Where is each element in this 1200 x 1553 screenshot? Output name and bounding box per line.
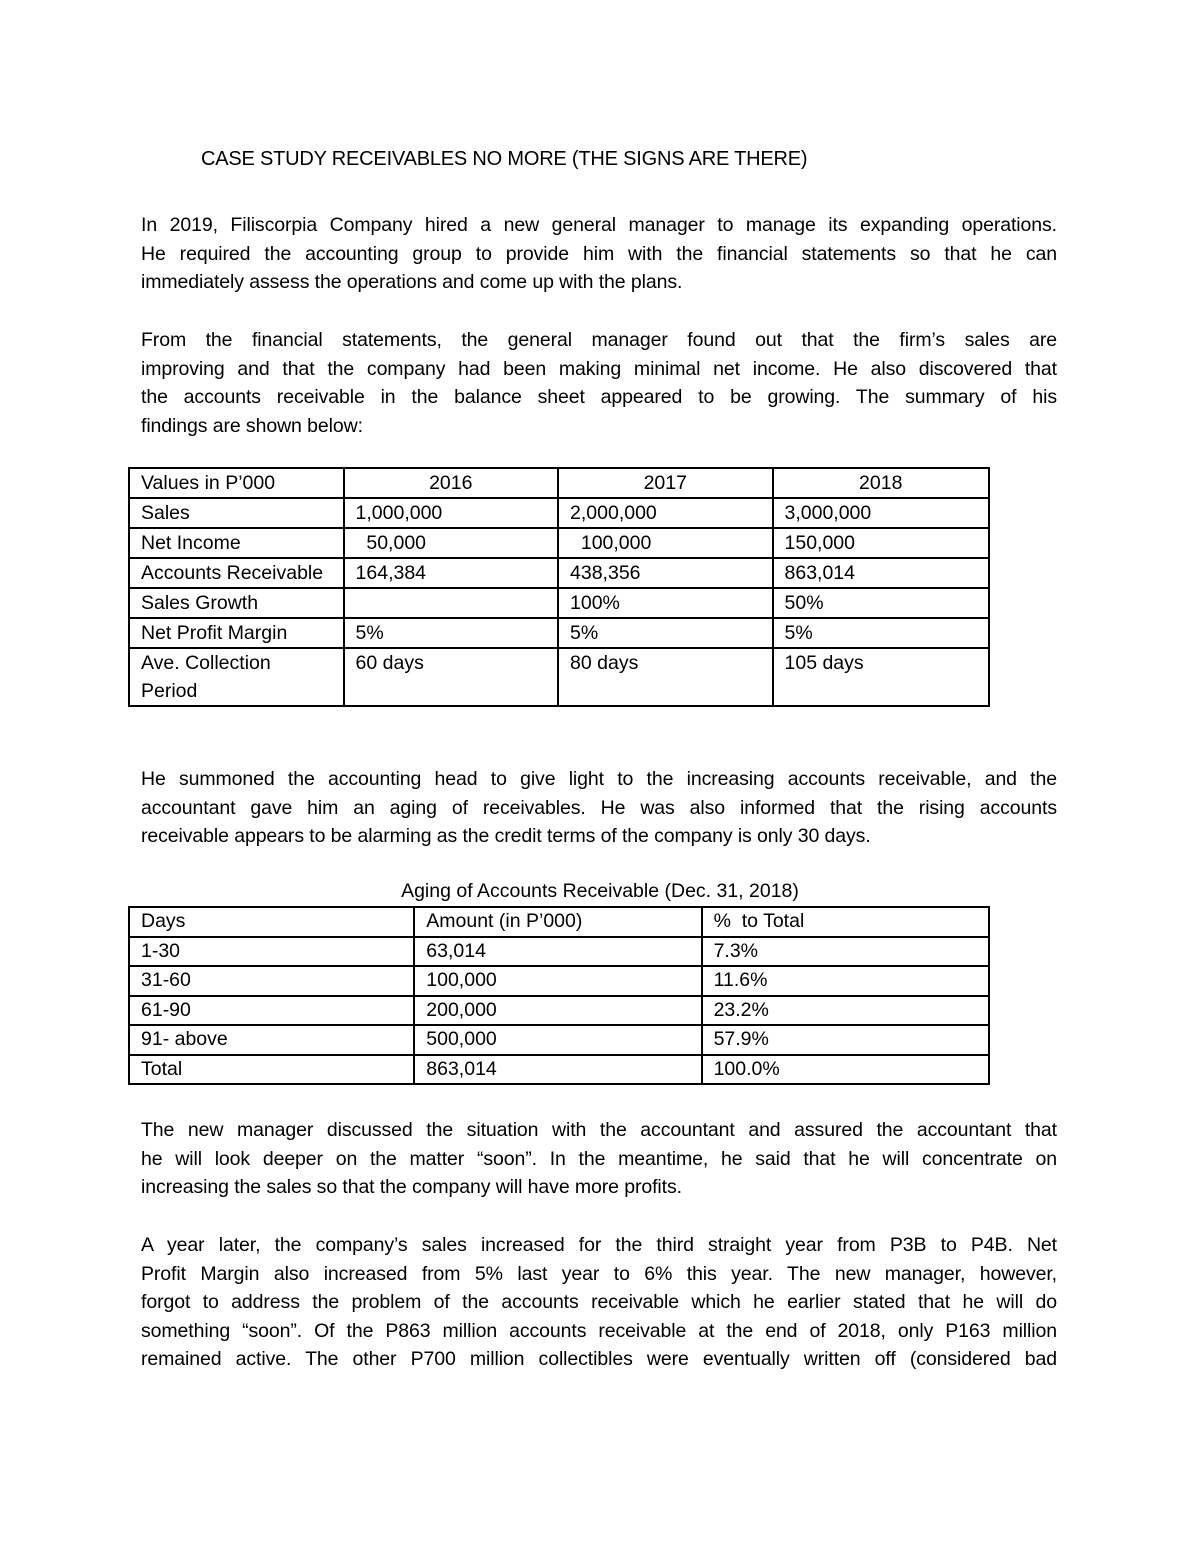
table-cell: 23.2% [702,996,989,1026]
table-cell: 50% [773,588,990,618]
table-cell: 863,014 [414,1055,701,1085]
table-cell: 61-90 [129,996,414,1026]
text-line: The new manager discussed the situation with the accountant and assured the accountant that [141,1119,1057,1141]
aging-table-caption: Aging of Accounts Receivable (Dec. 31, 2018) [401,880,799,902]
table-cell: 5% [558,618,772,648]
table-cell: 1-30 [129,937,414,967]
text-line: increasing the sales so that the company will have more profits. [141,1176,682,1198]
table-cell: 63,014 [414,937,701,967]
table-cell: 438,356 [558,558,772,588]
table-cell: 100.0% [702,1055,989,1085]
table-cell: 31-60 [129,966,414,996]
table-cell: Net Income [129,528,344,558]
table-cell: 3,000,000 [773,498,990,528]
table-cell: Sales Growth [129,588,344,618]
table-cell: 7.3% [702,937,989,967]
paragraph-findings [141,326,1057,440]
table-header-row [129,468,989,498]
table-cell: Accounts Receivable [129,558,344,588]
table-cell: 1,000,000 [344,498,558,528]
table-row [129,588,989,618]
aging-table [128,906,990,1085]
table-cell: 863,014 [773,558,990,588]
table-cell: 164,384 [344,558,558,588]
table-cell: 80 days [558,648,772,706]
table-cell: 91- above [129,1025,414,1055]
table-header-cell: Values in P’000 [129,468,344,498]
table-cell: 500,000 [414,1025,701,1055]
table-header-cell: % to Total [702,907,989,937]
text-line: He summoned the accounting head to give light to the increasing accounts receivable, and the [141,768,1057,790]
text-line: In 2019, Filiscorpia Company hired a new general manager to manage its expanding operations. [141,214,1057,236]
paragraph-discussion [141,1116,1057,1202]
table-row [129,1025,989,1055]
table-cell: 100% [558,588,772,618]
table-header-cell: 2018 [773,468,990,498]
table-cell: 5% [773,618,990,648]
paragraph-year-later [141,1231,1057,1374]
table-cell: 105 days [773,648,990,706]
text-line: immediately assess the operations and come up with the plans. [141,271,683,293]
text-line: he will look deeper on the matter “soon”. In the meantime, he said that he will concentrate on [141,1147,1057,1170]
text-line: something “soon”. Of the P863 million accounts receivable at the end of 2018, only P163 million [141,1319,1057,1342]
table-header-cell: 2016 [344,468,558,498]
text-line: forgot to address the problem of the accounts receivable which he earlier stated that he will do [141,1291,1057,1313]
table-cell: 150,000 [773,528,990,558]
table-cell: 50,000 [344,528,558,558]
table-header-cell: Days [129,907,414,937]
summary-table [128,467,990,707]
text-line: the accounts receivable in the balance sheet appeared to be growing. The summary of his [141,386,1057,408]
table-row [129,618,989,648]
text-line: receivable appears to be alarming as the credit terms of the company is only 30 days. [141,825,871,847]
table-cell: Sales [129,498,344,528]
page-title: CASE STUDY RECEIVABLES NO MORE (THE SIGNS ARE THERE) [201,148,808,170]
table-row [129,966,989,996]
text-line: findings are shown below: [141,414,363,437]
table-row [129,498,989,528]
table-cell: 5% [344,618,558,648]
table-cell [344,588,558,618]
text-line: remained active. The other P700 million collectibles were eventually written off (considered bad [141,1348,1057,1370]
text-line: A year later, the company’s sales increased for the third straight year from P3B to P4B. Net [141,1234,1057,1256]
table-cell: 100,000 [414,966,701,996]
text-line: He required the accounting group to provide him with the financial statements so that he can [141,242,1057,265]
table-cell: 100,000 [558,528,772,558]
table-header-cell: 2017 [558,468,772,498]
table-row [129,558,989,588]
table-cell: 60 days [344,648,558,706]
table-cell: 2,000,000 [558,498,772,528]
table-cell: 57.9% [702,1025,989,1055]
table-cell: Net Profit Margin [129,618,344,648]
paragraph-summoned [141,765,1057,851]
table-cell: Total [129,1055,414,1085]
table-cell: 11.6% [702,966,989,996]
table-cell: 200,000 [414,996,701,1026]
table-row-total [129,1055,989,1085]
table-header-row [129,907,989,937]
table-cell: Ave. Collection Period [129,648,344,706]
table-row [129,996,989,1026]
table-row [129,648,989,706]
table-header-cell: Amount (in P’000) [414,907,701,937]
text-line: improving and that the company had been making minimal net income. He also discovered that [141,357,1057,380]
table-row [129,937,989,967]
paragraph-intro [141,211,1057,297]
text-line: accountant gave him an aging of receivables. He was also informed that the rising accounts [141,796,1057,819]
text-line: From the financial statements, the general manager found out that the firm’s sales are [141,329,1057,351]
text-line: Profit Margin also increased from 5% last year to 6% this year. The new manager, however, [141,1262,1057,1285]
table-row [129,528,989,558]
